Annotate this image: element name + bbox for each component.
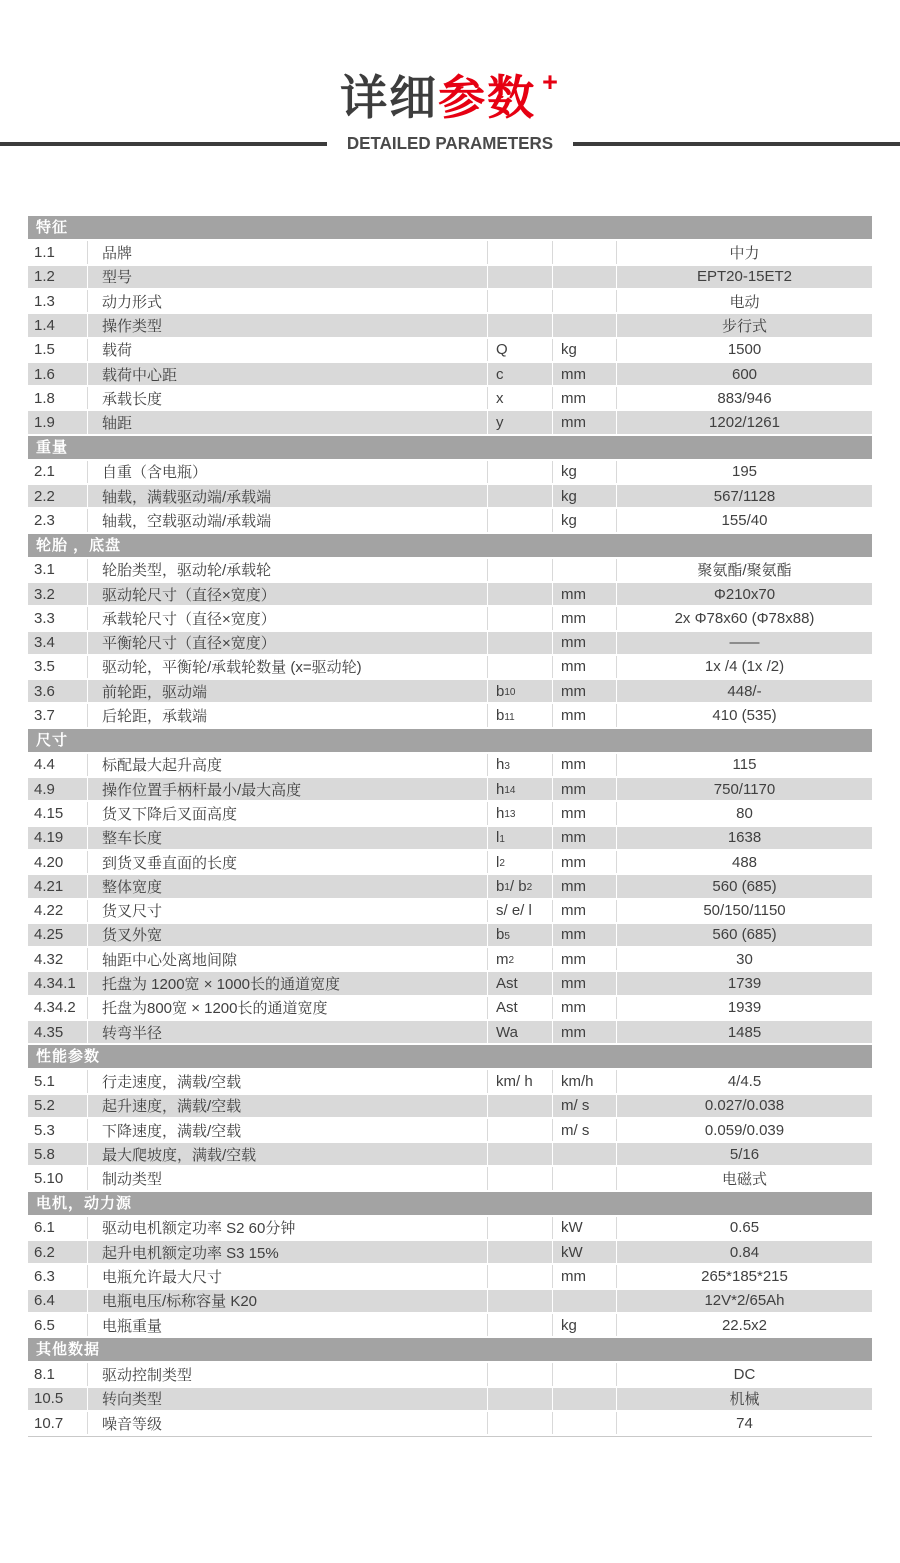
cell-sym: Wa bbox=[488, 1021, 553, 1043]
cell-sym bbox=[488, 1143, 553, 1165]
cell-name: 型号 bbox=[88, 266, 488, 288]
cell-no: 4.25 bbox=[28, 924, 88, 946]
table-row bbox=[28, 1021, 872, 1045]
cell-unit: mm bbox=[553, 583, 617, 605]
cell-name: 品牌 bbox=[88, 241, 488, 263]
cell-no: 3.4 bbox=[28, 632, 88, 654]
cell-unit: mm bbox=[553, 972, 617, 994]
table-row bbox=[28, 1388, 872, 1412]
cell-no: 5.8 bbox=[28, 1143, 88, 1165]
cell-sym bbox=[488, 559, 553, 581]
cell-sym bbox=[488, 583, 553, 605]
cell-sym bbox=[488, 485, 553, 507]
cell-sym: h $_3$ bbox=[488, 754, 553, 776]
table-row bbox=[28, 1070, 872, 1094]
cell-val: 488 bbox=[731, 853, 758, 871]
cell-name: 承载长度 bbox=[88, 387, 488, 409]
cell-unit: mm bbox=[553, 827, 617, 849]
table-row bbox=[28, 1143, 872, 1167]
cell-val: 1638 bbox=[727, 829, 762, 847]
cell-unit bbox=[553, 241, 617, 263]
table-row bbox=[28, 778, 872, 802]
cell-sym bbox=[488, 1412, 553, 1434]
cell-name: 货叉尺寸 bbox=[88, 900, 488, 922]
table-row bbox=[28, 1314, 872, 1338]
cell-val: 195 bbox=[731, 463, 758, 481]
cell-name: 到货叉垂直面的长度 bbox=[88, 851, 488, 873]
cell-no: 1.9 bbox=[28, 411, 88, 433]
cell-sym: b $_5$ bbox=[488, 924, 553, 946]
cell-no: 3.3 bbox=[28, 607, 88, 629]
cell-sym: m $_2$ bbox=[488, 948, 553, 970]
cell-sym bbox=[488, 1290, 553, 1312]
cell-no: 10.5 bbox=[28, 1388, 88, 1410]
cell-val: 1500 bbox=[727, 341, 762, 359]
cell-val: 80 bbox=[736, 804, 753, 822]
cell-no: 3.5 bbox=[28, 656, 88, 678]
cell-sym bbox=[488, 461, 553, 483]
section-header: 尺寸 bbox=[28, 729, 872, 754]
cell-unit: mm bbox=[553, 656, 617, 678]
section-header: 性能参数 bbox=[28, 1045, 872, 1070]
cell-no: 6.5 bbox=[28, 1314, 88, 1336]
cell-unit: kg bbox=[553, 485, 617, 507]
cell-name: 最大爬坡度，满载/空载 bbox=[88, 1143, 488, 1165]
table-row bbox=[28, 802, 872, 826]
table-row bbox=[28, 290, 872, 314]
cell-unit bbox=[553, 266, 617, 288]
cell-name: 托盘为800宽 × 1200长的通道宽度 bbox=[88, 997, 488, 1019]
cell-sym: c bbox=[488, 363, 553, 385]
cell-val: 30 bbox=[736, 950, 753, 968]
cell-unit: kg bbox=[553, 339, 617, 361]
cell-no: 1.4 bbox=[28, 314, 88, 336]
cell-unit: mm bbox=[553, 632, 617, 654]
table-row bbox=[28, 339, 872, 363]
cell-sym bbox=[488, 1314, 553, 1336]
cell-no: 6.3 bbox=[28, 1265, 88, 1287]
table-row bbox=[28, 754, 872, 778]
cell-sym: x bbox=[488, 387, 553, 409]
cell-val: 步行式 bbox=[721, 317, 767, 335]
section-header: 电机，动力源 bbox=[28, 1192, 872, 1217]
cell-sym: b $_{11}$ bbox=[488, 704, 553, 726]
cell-name: 标配最大起升高度 bbox=[88, 754, 488, 776]
cell-sym bbox=[488, 1095, 553, 1117]
cell-no: 4.4 bbox=[28, 754, 88, 776]
cell-unit: mm bbox=[553, 875, 617, 897]
table-row bbox=[28, 1095, 872, 1119]
cell-val: 155/40 bbox=[721, 512, 768, 529]
cell-no: 4.21 bbox=[28, 875, 88, 897]
table-row bbox=[28, 607, 872, 631]
cell-unit: m/ s bbox=[553, 1095, 617, 1117]
cell-unit: mm bbox=[553, 1021, 617, 1043]
cell-sym: b $_1$ / b $_2$ bbox=[488, 875, 553, 897]
cell-name: 驱动轮，平衡轮/承载轮数量 (x=驱动轮) bbox=[88, 656, 488, 678]
cell-no: 6.1 bbox=[28, 1217, 88, 1239]
cell-sym: Q bbox=[488, 339, 553, 361]
cell-name: 载荷 bbox=[88, 339, 488, 361]
table-row bbox=[28, 583, 872, 607]
cell-no: 5.10 bbox=[28, 1167, 88, 1189]
cell-unit: kg bbox=[553, 461, 617, 483]
cell-name: 驱动轮尺寸（直径×宽度） bbox=[88, 583, 488, 605]
cell-val: 265*185*215 bbox=[701, 1268, 788, 1286]
cell-unit: mm bbox=[553, 851, 617, 873]
cell-val: 5/16 bbox=[729, 1145, 760, 1163]
cell-name: 整车长度 bbox=[88, 827, 488, 849]
cell-name: 起升速度，满载/空载 bbox=[88, 1095, 488, 1117]
cell-no: 4.9 bbox=[28, 778, 88, 800]
table-row bbox=[28, 241, 872, 265]
cell-no: 6.4 bbox=[28, 1290, 88, 1312]
cell-sym: l $_2$ bbox=[488, 851, 553, 873]
cell-sym: h $_{14}$ bbox=[488, 778, 553, 800]
cell-unit: mm bbox=[553, 948, 617, 970]
cell-unit: m/ s bbox=[553, 1119, 617, 1141]
cell-no: 4.34.2 bbox=[28, 997, 88, 1019]
cell-no: 1.3 bbox=[28, 290, 88, 312]
cell-val: 750/1170 bbox=[713, 780, 776, 798]
page-title-dark: 详细 bbox=[340, 71, 439, 124]
cell-name: 平衡轮尺寸（直径×宽度） bbox=[88, 632, 488, 654]
page-header bbox=[0, 67, 900, 154]
cell-val: 74 bbox=[736, 1414, 753, 1432]
cell-name: 货叉下降后叉面高度 bbox=[88, 802, 488, 824]
cell-sym: Ast bbox=[488, 997, 553, 1019]
table-row bbox=[28, 461, 872, 485]
cell-sym bbox=[488, 314, 553, 336]
table-row bbox=[28, 411, 872, 435]
cell-no: 4.20 bbox=[28, 851, 88, 873]
cell-name: 货叉外宽 bbox=[88, 924, 488, 946]
cell-val: 448/- bbox=[727, 682, 762, 700]
cell-val: Φ210x70 bbox=[713, 585, 776, 603]
table-row bbox=[28, 314, 872, 338]
cell-name: 动力形式 bbox=[88, 290, 488, 312]
page-title-red: 参数 bbox=[438, 71, 537, 124]
cell-val: 电动 bbox=[729, 293, 760, 311]
cell-no: 1.8 bbox=[28, 387, 88, 409]
cell-unit bbox=[553, 559, 617, 581]
cell-val: 22.5x2 bbox=[721, 1316, 768, 1334]
cell-unit: mm bbox=[553, 387, 617, 409]
cell-val: 560 (685) bbox=[712, 877, 777, 895]
table-row bbox=[28, 1290, 872, 1314]
table-row bbox=[28, 559, 872, 583]
cell-name: 轴载，满载驱动端/承载端 bbox=[88, 485, 488, 507]
cell-val: 50/150/1150 bbox=[703, 902, 786, 920]
cell-sym bbox=[488, 290, 553, 312]
cell-no: 5.1 bbox=[28, 1070, 88, 1092]
cell-sym: Ast bbox=[488, 972, 553, 994]
cell-name: 轴距 bbox=[88, 411, 488, 433]
table-row bbox=[28, 485, 872, 509]
cell-val: 2x Φ78x60 (Φ78x88) bbox=[674, 609, 815, 627]
cell-val: 机械 bbox=[729, 1391, 760, 1409]
cell-no: 2.1 bbox=[28, 461, 88, 483]
cell-val: 1x /4 (1x /2) bbox=[704, 658, 785, 676]
cell-val: 12V*2/65Ah bbox=[704, 1292, 785, 1310]
table-row bbox=[28, 266, 872, 290]
cell-val: 1739 bbox=[727, 975, 762, 993]
cell-sym bbox=[488, 1388, 553, 1410]
cell-val: 0.059/0.039 bbox=[704, 1121, 785, 1139]
cell-val: 560 (685) bbox=[712, 926, 777, 944]
section-header: 重量 bbox=[28, 436, 872, 461]
cell-sym bbox=[488, 607, 553, 629]
table-row bbox=[28, 363, 872, 387]
cell-sym bbox=[488, 656, 553, 678]
cell-name: 轴载，空载驱动端/承载端 bbox=[88, 509, 488, 531]
cell-name: 托盘为 1200宽 × 1000长的通道宽度 bbox=[88, 972, 488, 994]
cell-sym: y bbox=[488, 411, 553, 433]
cell-unit: mm bbox=[553, 802, 617, 824]
cell-val: EPT20-15ET2 bbox=[696, 268, 793, 286]
cell-unit bbox=[553, 290, 617, 312]
cell-sym: s/ e/ l bbox=[488, 900, 553, 922]
cell-unit bbox=[553, 1388, 617, 1410]
table-row bbox=[28, 680, 872, 704]
cell-no: 3.2 bbox=[28, 583, 88, 605]
cell-unit: kg bbox=[553, 1314, 617, 1336]
cell-unit bbox=[553, 1290, 617, 1312]
plus-icon: + bbox=[542, 67, 560, 97]
cell-val: 聚氨酯/聚氨酯 bbox=[697, 562, 792, 580]
cell-name: 操作类型 bbox=[88, 314, 488, 336]
cell-sym: km/ h bbox=[488, 1070, 553, 1092]
cell-name: 后轮距，承载端 bbox=[88, 704, 488, 726]
cell-unit: kW bbox=[553, 1217, 617, 1239]
table-row bbox=[28, 509, 872, 533]
cell-unit: km/h bbox=[553, 1070, 617, 1092]
cell-val: DC bbox=[733, 1365, 756, 1383]
cell-unit bbox=[553, 1363, 617, 1385]
cell-sym bbox=[488, 266, 553, 288]
cell-val: 567/1128 bbox=[713, 487, 776, 505]
cell-val: 中力 bbox=[729, 245, 760, 263]
table-row bbox=[28, 656, 872, 680]
cell-val: 410 (535) bbox=[712, 707, 777, 725]
cell-no: 4.19 bbox=[28, 827, 88, 849]
cell-val: 1202/1261 bbox=[709, 414, 780, 432]
cell-unit: mm bbox=[553, 1265, 617, 1287]
table-row bbox=[28, 1265, 872, 1289]
section-header: 特征 bbox=[28, 216, 872, 241]
cell-sym bbox=[488, 1217, 553, 1239]
cell-no: 4.15 bbox=[28, 802, 88, 824]
cell-unit: mm bbox=[553, 704, 617, 726]
cell-sym: l $_1$ bbox=[488, 827, 553, 849]
cell-name: 制动类型 bbox=[88, 1167, 488, 1189]
table-row bbox=[28, 924, 872, 948]
cell-val: 0.027/0.038 bbox=[704, 1097, 785, 1115]
cell-no: 2.2 bbox=[28, 485, 88, 507]
divider-line-right bbox=[573, 142, 900, 146]
table-row bbox=[28, 875, 872, 899]
cell-no: 3.6 bbox=[28, 680, 88, 702]
cell-no: 3.7 bbox=[28, 704, 88, 726]
cell-unit: mm bbox=[553, 924, 617, 946]
cell-sym bbox=[488, 632, 553, 654]
cell-name: 轴距中心处离地间隙 bbox=[88, 948, 488, 970]
cell-name: 电瓶允许最大尺寸 bbox=[88, 1265, 488, 1287]
table-row bbox=[28, 1363, 872, 1387]
cell-unit bbox=[553, 314, 617, 336]
cell-no: 1.6 bbox=[28, 363, 88, 385]
table-row bbox=[28, 387, 872, 411]
cell-unit: mm bbox=[553, 778, 617, 800]
table-row bbox=[28, 1217, 872, 1241]
cell-no: 1.5 bbox=[28, 339, 88, 361]
cell-no: 4.34.1 bbox=[28, 972, 88, 994]
cell-unit: mm bbox=[553, 900, 617, 922]
cell-name: 承载轮尺寸（直径×宽度） bbox=[88, 607, 488, 629]
table-row bbox=[28, 1241, 872, 1265]
page-title bbox=[0, 67, 900, 126]
cell-name: 起升电机额定功率 S3 15% bbox=[88, 1241, 488, 1263]
cell-sym bbox=[488, 1363, 553, 1385]
cell-unit: kg bbox=[553, 509, 617, 531]
section-header: 其他数据 bbox=[28, 1338, 872, 1363]
cell-no: 3.1 bbox=[28, 559, 88, 581]
divider-line-left bbox=[0, 142, 327, 146]
cell-name: 转向类型 bbox=[88, 1388, 488, 1410]
table-row bbox=[28, 900, 872, 924]
cell-no: 5.2 bbox=[28, 1095, 88, 1117]
cell-no: 8.1 bbox=[28, 1363, 88, 1385]
table-row bbox=[28, 851, 872, 875]
cell-sym bbox=[488, 1119, 553, 1141]
cell-name: 整体宽度 bbox=[88, 875, 488, 897]
cell-no: 4.35 bbox=[28, 1021, 88, 1043]
cell-name: 操作位置手柄杆最小/最大高度 bbox=[88, 778, 488, 800]
spec-table bbox=[28, 216, 872, 1437]
cell-sym bbox=[488, 241, 553, 263]
cell-name: 下降速度，满载/空载 bbox=[88, 1119, 488, 1141]
cell-unit: mm bbox=[553, 411, 617, 433]
table-row bbox=[28, 948, 872, 972]
cell-sym: h $_{13}$ bbox=[488, 802, 553, 824]
cell-name: 自重（含电瓶） bbox=[88, 461, 488, 483]
cell-no: 5.3 bbox=[28, 1119, 88, 1141]
cell-unit bbox=[553, 1143, 617, 1165]
table-row bbox=[28, 997, 872, 1021]
cell-val: 600 bbox=[731, 365, 758, 383]
cell-no: 6.2 bbox=[28, 1241, 88, 1263]
cell-sym bbox=[488, 1265, 553, 1287]
cell-val: 883/946 bbox=[717, 389, 772, 407]
cell-no: 10.7 bbox=[28, 1412, 88, 1434]
cell-unit: mm bbox=[553, 680, 617, 702]
cell-no: 4.22 bbox=[28, 900, 88, 922]
cell-name: 电瓶重量 bbox=[88, 1314, 488, 1336]
table-row bbox=[28, 972, 872, 996]
cell-val: 0.65 bbox=[729, 1219, 760, 1237]
cell-val: 1939 bbox=[727, 999, 762, 1017]
cell-no: 2.3 bbox=[28, 509, 88, 531]
cell-name: 驱动控制类型 bbox=[88, 1363, 488, 1385]
cell-val: 4/4.5 bbox=[727, 1072, 762, 1090]
cell-no: 1.2 bbox=[28, 266, 88, 288]
cell-unit bbox=[553, 1167, 617, 1189]
cell-name: 轮胎类型，驱动轮/承载轮 bbox=[88, 559, 488, 581]
cell-name: 行走速度，满载/空载 bbox=[88, 1070, 488, 1092]
cell-sym bbox=[488, 1167, 553, 1189]
table-row bbox=[28, 1412, 872, 1436]
cell-name: 电瓶电压/标称容量 K20 bbox=[88, 1290, 488, 1312]
cell-val: 1485 bbox=[727, 1023, 762, 1041]
page-subtitle: DETAILED PARAMETERS bbox=[346, 133, 554, 154]
table-row bbox=[28, 827, 872, 851]
cell-unit: kW bbox=[553, 1241, 617, 1263]
cell-val: —— bbox=[729, 634, 760, 652]
cell-name: 转弯半径 bbox=[88, 1021, 488, 1043]
cell-unit bbox=[553, 1412, 617, 1434]
section-header: 轮胎 ，底盘 bbox=[28, 534, 872, 559]
cell-name: 噪音等级 bbox=[88, 1412, 488, 1434]
cell-no: 4.32 bbox=[28, 948, 88, 970]
cell-unit: mm bbox=[553, 997, 617, 1019]
subtitle-divider bbox=[0, 134, 900, 154]
table-row bbox=[28, 704, 872, 728]
cell-sym bbox=[488, 509, 553, 531]
table-row bbox=[28, 1119, 872, 1143]
cell-unit: mm bbox=[553, 363, 617, 385]
cell-sym bbox=[488, 1241, 553, 1263]
cell-name: 前轮距，驱动端 bbox=[88, 680, 488, 702]
cell-unit: mm bbox=[553, 607, 617, 629]
cell-name: 载荷中心距 bbox=[88, 363, 488, 385]
cell-val: 0.84 bbox=[729, 1243, 760, 1261]
cell-no: 1.1 bbox=[28, 241, 88, 263]
table-row bbox=[28, 632, 872, 656]
cell-val: 电磁式 bbox=[721, 1171, 767, 1189]
cell-val: 115 bbox=[732, 756, 757, 774]
cell-unit: mm bbox=[553, 754, 617, 776]
cell-name: 驱动电机额定功率 S2 60分钟 bbox=[88, 1217, 488, 1239]
cell-sym: b $_{10}$ bbox=[488, 680, 553, 702]
table-row bbox=[28, 1167, 872, 1191]
